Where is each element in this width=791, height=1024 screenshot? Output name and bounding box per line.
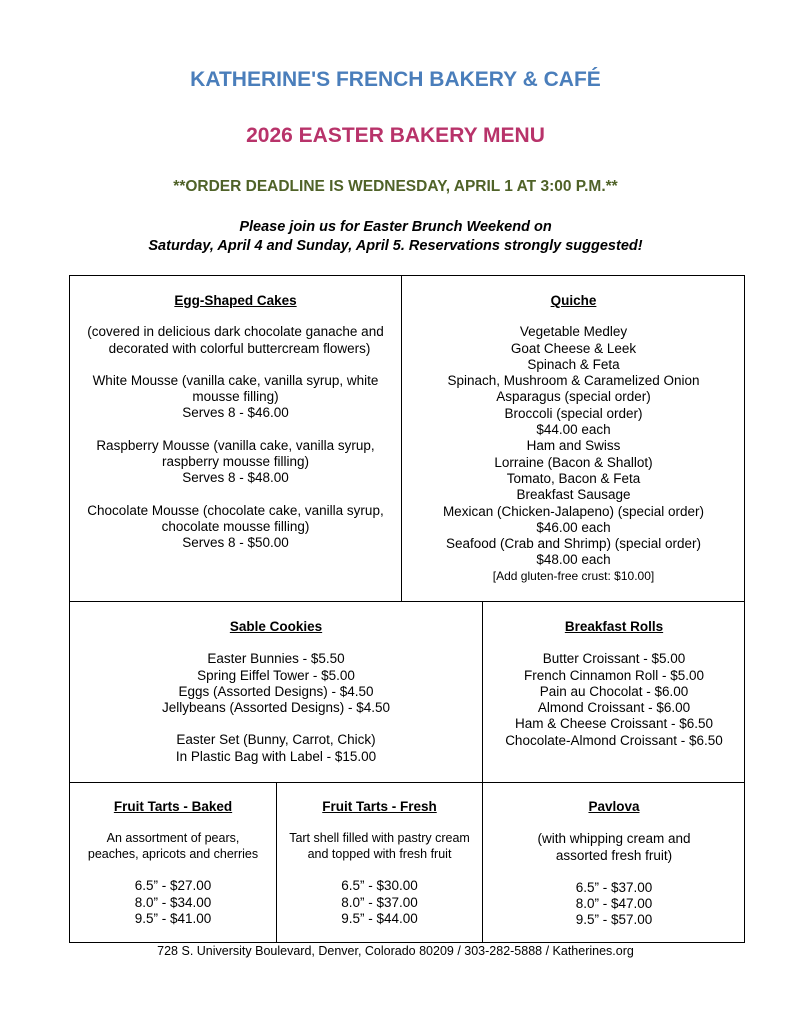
divider-row2-bottom [69,782,745,783]
roll-item: Almond Croissant - $6.00 [537,700,691,716]
quiche-item: Tomato, Bacon & Feta [506,470,641,486]
tart-description: Tart shell filled with pastry cream [289,831,470,846]
quiche-item: Goat Cheese & Leek [510,340,637,356]
menu-title: 2026 EASTER BAKERY MENU [246,124,545,147]
quiche-price: $44.00 each [536,422,611,438]
tart-description: An assortment of pears, [106,831,240,846]
raspberry-mousse-price: Serves 8 - $48.00 [182,470,289,486]
intro-line-1: Please join us for Easter Brunch Weekend on [239,219,552,235]
cookie-item: Spring Eiffel Tower - $5.00 [197,667,355,683]
cakes-description-line: decorated with colorful buttercream flowers) [108,340,371,356]
section-heading: Fruit Tarts - Fresh [322,799,437,814]
cookie-item: Easter Bunnies - $5.50 [207,651,345,667]
pavlova-section [483,799,745,929]
section-heading: Sable Cookies [229,619,323,634]
quiche-item: Seafood (Crab and Shrimp) (special order) [445,536,702,552]
tart-price: 9.5” - $41.00 [134,910,212,926]
cookie-item: Jellybeans (Assorted Designs) - $4.50 [161,700,391,716]
roll-item: French Cinnamon Roll - $5.00 [523,667,705,683]
quiche-section [402,293,745,584]
white-mousse-line: mousse filling) [192,389,279,405]
quiche-item: Mexican (Chicken-Jalapeno) (special order) [442,503,705,519]
fruit-tarts-baked-section [70,799,276,927]
easter-set-price: In Plastic Bag with Label - $15.00 [175,748,377,764]
tart-price: 6.5” - $30.00 [341,878,418,894]
roll-item: Butter Croissant - $5.00 [542,651,686,667]
quiche-item: Broccoli (special order) [504,405,643,421]
quiche-item: Spinach, Mushroom & Caramelized Onion [447,373,700,389]
quiche-price: $46.00 each [536,519,611,535]
quiche-item: Breakfast Sausage [516,487,631,503]
tart-price: 8.0” - $34.00 [134,894,212,910]
pavlova-description: assorted fresh fruit) [555,847,673,863]
tart-description: and topped with fresh fruit [307,846,452,861]
egg-shaped-cakes-section [70,293,401,552]
chocolate-mousse-price: Serves 8 - $50.00 [182,535,289,551]
roll-item: Ham & Cheese Croissant - $6.50 [514,716,714,732]
pavlova-price: 6.5” - $37.00 [575,879,653,895]
roll-item: Chocolate-Almond Croissant - $6.50 [505,732,723,748]
white-mousse-price: Serves 8 - $46.00 [182,405,289,421]
tart-description: peaches, apricots and cherries [87,846,259,861]
raspberry-mousse-line: raspberry mousse filling) [161,454,310,470]
section-heading: Breakfast Rolls [564,619,664,634]
intro-line-2: Saturday, April 4 and Sunday, April 5. Reservations strongly suggested! [148,238,643,254]
section-heading: Fruit Tarts - Baked [113,799,233,814]
order-deadline: **ORDER DEADLINE IS WEDNESDAY, APRIL 1 AT 3:00 P.M.** [173,178,618,195]
tart-price: 6.5” - $27.00 [134,878,212,894]
quiche-item: Vegetable Medley [519,324,628,340]
cookie-item: Eggs (Assorted Designs) - $4.50 [178,683,374,699]
brunch-invitation [0,218,791,256]
gluten-free-note: [Add gluten-free crust: $10.00] [492,568,655,583]
quiche-price: $48.00 each [536,552,611,568]
raspberry-mousse-line: Raspberry Mousse (vanilla cake, vanilla syrup, [96,437,375,453]
pavlova-price: 9.5” - $57.00 [575,912,653,928]
quiche-item: Spinach & Feta [527,356,620,372]
fruit-tarts-fresh-section [277,799,482,927]
pavlova-description: (with whipping cream and [537,831,691,847]
bakery-name: KATHERINE'S FRENCH BAKERY & CAFÉ [190,68,601,91]
tart-price: 9.5” - $44.00 [341,910,418,926]
breakfast-rolls-section [483,619,745,749]
footer-address: 728 S. University Boulevard, Denver, Colorado 80209 / 303-282-5888 / Katherines.org [157,944,634,958]
quiche-item: Lorraine (Bacon & Shallot) [494,454,653,470]
section-heading: Pavlova [588,799,640,814]
tart-price: 8.0” - $37.00 [341,894,418,910]
quiche-item: Ham and Swiss [526,438,621,454]
white-mousse-line: White Mousse (vanilla cake, vanilla syrup, white [92,372,379,388]
section-heading: Egg-Shaped Cakes [174,293,297,308]
pavlova-price: 8.0” - $47.00 [575,896,653,912]
quiche-item: Asparagus (special order) [496,389,651,405]
chocolate-mousse-line: Chocolate Mousse (chocolate cake, vanilla syrup, [87,502,384,518]
chocolate-mousse-line: chocolate mousse filling) [161,518,310,534]
section-heading: Quiche [550,293,597,308]
sable-cookies-section [70,619,482,765]
divider-row1-bottom [69,601,745,602]
cakes-description-line: (covered in delicious dark chocolate ganache and [87,324,384,340]
easter-set-line: Easter Set (Bunny, Carrot, Chick) [176,732,376,748]
roll-item: Pain au Chocolat - $6.00 [539,683,689,699]
